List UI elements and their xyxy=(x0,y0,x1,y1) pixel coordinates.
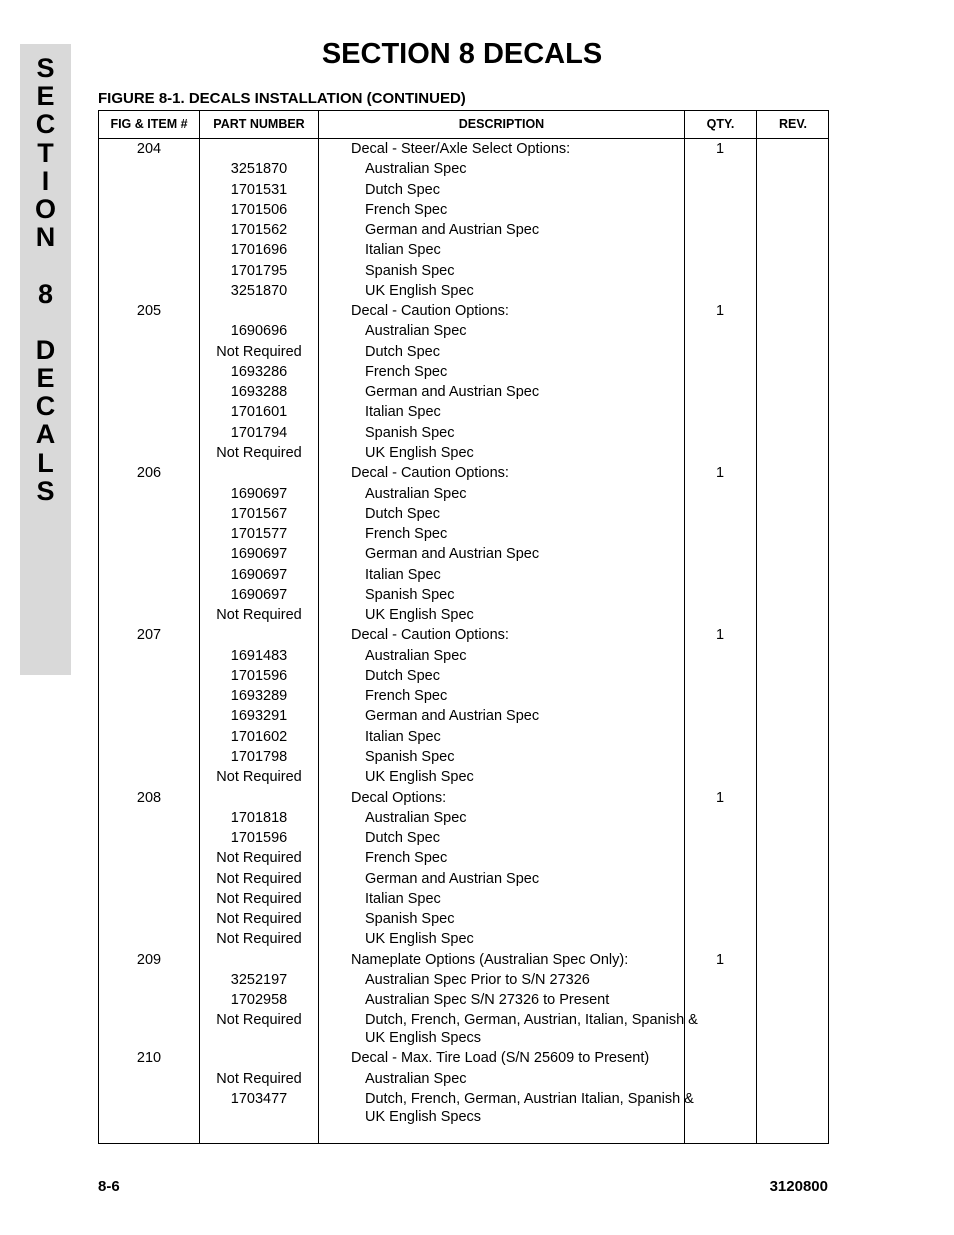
part-number-cell: 1693289 xyxy=(230,688,288,705)
side-tab-letter: C xyxy=(35,391,56,422)
qty-cell: 1 xyxy=(715,303,725,320)
table-row xyxy=(99,463,830,483)
description-cell: Italian Spec xyxy=(365,728,441,745)
description-cell: Australian Spec xyxy=(365,809,467,826)
side-tab-letter: C xyxy=(35,109,56,140)
description-cell: German and Austrian Spec xyxy=(365,708,540,725)
side-tab-letter: T xyxy=(37,137,54,168)
table-row xyxy=(99,646,830,666)
part-number-cell: 1693286 xyxy=(230,363,288,380)
table-row xyxy=(99,727,830,747)
description-cell: Italian Spec xyxy=(365,890,441,907)
part-number-cell: 1690697 xyxy=(230,586,288,603)
part-number-cell: 1701798 xyxy=(230,748,288,765)
part-number-cell: Not Required xyxy=(216,1070,302,1087)
table-row xyxy=(99,484,830,504)
col-header-item: FIG & ITEM # xyxy=(110,117,188,131)
side-tab-letter: S xyxy=(36,53,55,83)
part-number-cell: 1690696 xyxy=(230,323,288,340)
table-row xyxy=(99,301,830,321)
part-number-cell: 1701562 xyxy=(230,222,288,239)
qty-cell: 1 xyxy=(715,627,725,644)
table-row xyxy=(99,767,830,787)
description-cell: Spanish Spec xyxy=(365,262,455,279)
table-row xyxy=(99,443,830,463)
part-number-cell: 1701596 xyxy=(230,667,288,684)
part-number-cell: Not Required xyxy=(216,890,302,907)
description-cell: German and Austrian Spec xyxy=(365,222,540,239)
side-tab-letter: D xyxy=(35,334,56,365)
description-cell: Spanish Spec xyxy=(365,586,455,603)
item-number-cell: 205 xyxy=(136,303,162,320)
part-number-cell: 1693291 xyxy=(230,708,288,725)
item-number-cell: 210 xyxy=(136,1050,162,1067)
part-number-cell: Not Required xyxy=(216,911,302,928)
table-row xyxy=(99,321,830,341)
table-row xyxy=(99,605,830,625)
table-row xyxy=(99,625,830,645)
part-number-cell: 1701794 xyxy=(230,424,288,441)
description-cell: UK English Spec xyxy=(365,444,474,461)
description-cell: Italian Spec xyxy=(365,566,441,583)
table-row xyxy=(99,747,830,767)
description-cell: Nameplate Options (Australian Spec Only): xyxy=(351,951,629,968)
table-row xyxy=(99,929,830,949)
description-cell: Australian Spec Prior to S/N 27326 xyxy=(365,971,590,988)
table-row xyxy=(99,382,830,402)
part-number-cell: 1701567 xyxy=(230,505,288,522)
part-number-cell: 1690697 xyxy=(230,566,288,583)
table-row xyxy=(99,990,830,1010)
part-number-cell: 1701696 xyxy=(230,242,288,259)
description-cell: Decal - Caution Options: xyxy=(351,627,509,644)
side-tab-letter: E xyxy=(36,81,55,112)
table-row xyxy=(99,1010,830,1048)
table-row xyxy=(99,524,830,544)
part-number-cell: Not Required xyxy=(216,1012,302,1029)
description-cell: Decal Options: xyxy=(351,789,447,806)
table-row xyxy=(99,504,830,524)
table-row xyxy=(99,686,830,706)
table-row xyxy=(99,261,830,281)
side-tab-letter: N xyxy=(35,222,56,253)
qty-cell: 1 xyxy=(715,789,725,806)
figure-caption: FIGURE 8-1. DECALS INSTALLATION (CONTINUED) xyxy=(98,90,466,107)
description-cell: French Spec xyxy=(365,850,448,867)
description-cell: UK English Spec xyxy=(365,931,474,948)
part-number-cell: Not Required xyxy=(216,444,302,461)
table-row xyxy=(99,889,830,909)
description-cell: UK English Spec xyxy=(365,607,474,624)
qty-cell: 1 xyxy=(715,465,725,482)
col-header-part-number: PART NUMBER xyxy=(213,117,305,131)
part-number-cell: 1701795 xyxy=(230,262,288,279)
table-row xyxy=(99,950,830,970)
description-cell: Decal - Caution Options: xyxy=(351,465,509,482)
description-cell: Dutch, French, German, Austrian, Italian, Spanish & UK English Specs xyxy=(365,1012,698,1047)
description-cell: Australian Spec xyxy=(365,485,467,502)
col-header-description: DESCRIPTION xyxy=(458,117,545,131)
description-cell: UK English Spec xyxy=(365,282,474,299)
description-cell: Spanish Spec xyxy=(365,424,455,441)
description-cell: Dutch, French, German, Austrian Italian, Spanish & UK English Specs xyxy=(365,1090,694,1125)
description-cell: Spanish Spec xyxy=(365,748,455,765)
part-number-cell: 1701601 xyxy=(230,404,288,421)
table-row xyxy=(99,139,830,159)
side-tab-letters xyxy=(20,54,71,505)
description-cell: Dutch Spec xyxy=(365,667,440,684)
item-number-cell: 204 xyxy=(136,141,162,157)
description-cell: French Spec xyxy=(365,526,448,543)
col-header-qty: QTY. xyxy=(706,117,735,131)
part-number-cell: 1693288 xyxy=(230,384,288,401)
table-row xyxy=(99,281,830,301)
table-row xyxy=(99,909,830,929)
side-tab-letter: O xyxy=(34,193,56,224)
page-title: SECTION 8 DECALS xyxy=(321,38,603,70)
table-row xyxy=(99,240,830,260)
part-number-cell: Not Required xyxy=(216,343,302,360)
description-cell: Australian Spec xyxy=(365,647,467,664)
item-number-cell: 209 xyxy=(136,951,162,968)
item-number-cell: 207 xyxy=(136,627,162,644)
part-number-cell: 1701577 xyxy=(230,526,288,543)
part-number-cell: Not Required xyxy=(216,850,302,867)
table-row xyxy=(99,848,830,868)
part-number-cell: 3251870 xyxy=(230,161,288,178)
table-row xyxy=(99,342,830,362)
part-number-cell: 1701596 xyxy=(230,830,288,847)
table-row xyxy=(99,402,830,422)
description-cell: French Spec xyxy=(365,363,448,380)
description-cell: Dutch Spec xyxy=(365,343,440,360)
table-row xyxy=(99,180,830,200)
qty-cell: 1 xyxy=(715,951,725,968)
part-number-cell: 1701506 xyxy=(230,201,288,218)
table-row xyxy=(99,808,830,828)
table-row xyxy=(99,1069,830,1089)
description-cell: Decal - Caution Options: xyxy=(351,303,509,320)
part-number-cell: 1691483 xyxy=(230,647,288,664)
table-row xyxy=(99,220,830,240)
description-cell: Dutch Spec xyxy=(365,181,440,198)
description-cell: Spanish Spec xyxy=(365,911,455,928)
side-tab-letter: I xyxy=(41,165,50,196)
part-number-cell: 1690697 xyxy=(230,485,288,502)
part-number-cell: Not Required xyxy=(216,870,302,887)
part-number-cell: 1703477 xyxy=(230,1090,288,1107)
table-row xyxy=(99,585,830,605)
description-cell: UK English Spec xyxy=(365,769,474,786)
item-number-cell: 206 xyxy=(136,465,162,482)
page-number: 8-6 xyxy=(98,1178,120,1195)
table-row xyxy=(99,1089,830,1127)
description-cell: German and Austrian Spec xyxy=(365,870,540,887)
part-number-cell: Not Required xyxy=(216,769,302,786)
part-number-cell: 3251870 xyxy=(230,282,288,299)
description-cell: Australian Spec S/N 27326 to Present xyxy=(365,992,610,1009)
part-number-cell: 3252197 xyxy=(230,971,288,988)
description-cell: Australian Spec xyxy=(365,1070,467,1087)
part-number-cell: Not Required xyxy=(216,931,302,948)
description-cell: Decal - Steer/Axle Select Options: xyxy=(351,141,571,157)
table-body xyxy=(99,139,830,1127)
table-row xyxy=(99,362,830,382)
table-row xyxy=(99,159,830,179)
description-cell: Italian Spec xyxy=(365,404,441,421)
table-row xyxy=(99,828,830,848)
part-number-cell: 1701602 xyxy=(230,728,288,745)
part-number-cell: 1702958 xyxy=(230,992,288,1009)
description-cell: Dutch Spec xyxy=(365,830,440,847)
table-row xyxy=(99,200,830,220)
qty-cell: 1 xyxy=(715,141,725,157)
part-number-cell: 1701818 xyxy=(230,809,288,826)
table-row xyxy=(99,788,830,808)
table-row xyxy=(99,869,830,889)
table-row xyxy=(99,423,830,443)
side-tab-letter: 8 xyxy=(37,278,54,309)
description-cell: German and Austrian Spec xyxy=(365,384,540,401)
description-cell: German and Austrian Spec xyxy=(365,546,540,563)
parts-table xyxy=(98,110,829,1144)
item-number-cell: 208 xyxy=(136,789,162,806)
part-number-cell: 1690697 xyxy=(230,546,288,563)
description-cell: Italian Spec xyxy=(365,242,441,259)
description-cell: French Spec xyxy=(365,688,448,705)
description-cell: Australian Spec xyxy=(365,323,467,340)
description-cell: Decal - Max. Tire Load (S/N 25609 to Present) xyxy=(351,1050,650,1067)
part-number-cell: Not Required xyxy=(216,607,302,624)
section-side-tab xyxy=(20,44,71,675)
table-row xyxy=(99,970,830,990)
table-row xyxy=(99,1048,830,1068)
table-row xyxy=(99,706,830,726)
description-cell: French Spec xyxy=(365,201,448,218)
table-row xyxy=(99,666,830,686)
table-row xyxy=(99,544,830,564)
side-tab-letter: S xyxy=(36,475,55,506)
description-cell: Australian Spec xyxy=(365,161,467,178)
part-number-cell: 1701531 xyxy=(230,181,288,198)
col-header-rev: REV. xyxy=(778,117,808,131)
side-tab-letter: A xyxy=(35,419,56,450)
side-tab-letter: E xyxy=(36,363,55,394)
description-cell: Dutch Spec xyxy=(365,505,440,522)
side-tab-letter: L xyxy=(37,447,54,478)
table-row xyxy=(99,565,830,585)
document-number: 3120800 xyxy=(769,1178,828,1195)
